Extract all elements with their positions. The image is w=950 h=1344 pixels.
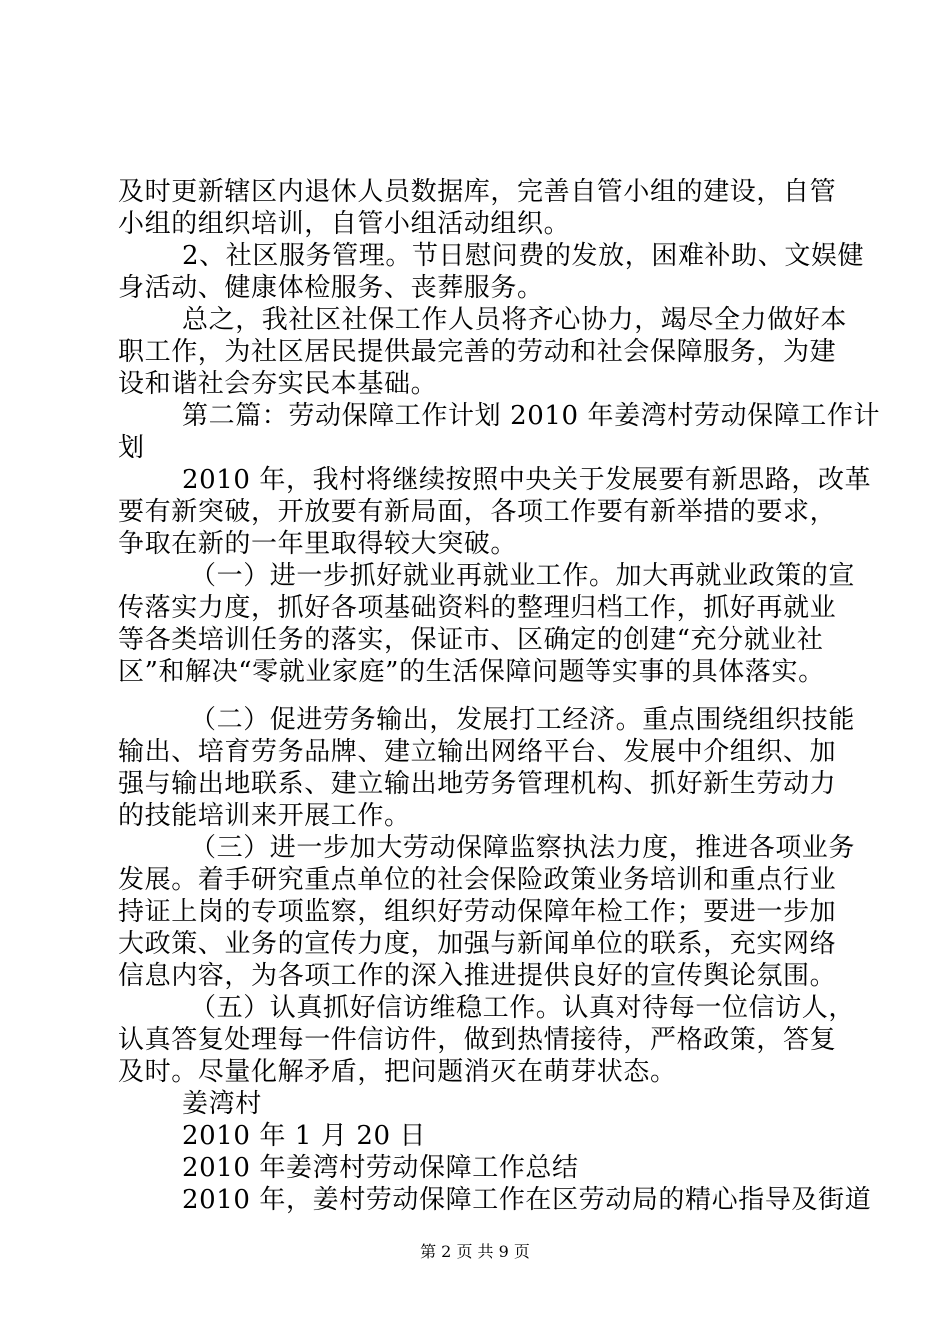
body-text-line: 及时更新辖区内退休人员数据库，完善自管小组的建设，自管 bbox=[118, 177, 837, 207]
body-text-line: （一）进一步抓好就业再就业工作。加大再就业政策的宣 bbox=[190, 561, 856, 591]
body-text-line: 2010 年，姜村劳动保障工作在区劳动局的精心指导及街道 bbox=[182, 1185, 872, 1215]
body-text-line: 大政策、业务的宣传力度，加强与新闻单位的联系，充实网络 bbox=[118, 929, 837, 959]
body-text-line: 要有新突破，开放要有新局面，各项工作要有新举措的要求， bbox=[118, 497, 837, 527]
body-text-line: （三）进一步加大劳动保障监察执法力度，推进各项业务 bbox=[190, 833, 856, 863]
body-text-line: 职工作，为社区居民提供最完善的劳动和社会保障服务，为建 bbox=[118, 337, 837, 367]
section-heading-line: 第二篇：劳动保障工作计划 2010 年姜湾村劳动保障工作计 bbox=[182, 401, 881, 431]
body-text-line: 小组的组织培训，自管小组活动组织。 bbox=[118, 209, 571, 239]
body-text-line: 认真答复处理每一件信访件，做到热情接待，严格政策，答复 bbox=[118, 1025, 837, 1055]
body-text-line: 2010 年，我村将继续按照中央关于发展要有新思路，改革 bbox=[182, 465, 872, 495]
body-text-line: 及时。尽量化解矛盾，把问题消灭在萌芽状态。 bbox=[118, 1057, 677, 1087]
body-text-line: 2、社区服务管理。节日慰问费的发放，困难补助、文娱健 bbox=[182, 241, 865, 271]
body-text-line: 区”和解决“零就业家庭”的生活保障问题等实事的具体落实。 bbox=[118, 657, 825, 687]
signature-name: 姜湾村 bbox=[182, 1089, 262, 1119]
section-heading-line: 2010 年姜湾村劳动保障工作总结 bbox=[182, 1153, 579, 1183]
signature-date: 2010 年 1 月 20 日 bbox=[182, 1121, 427, 1151]
body-text-line: 信息内容，为各项工作的深入推进提供良好的宣传舆论氛围。 bbox=[118, 961, 837, 991]
body-text-line: 输出、培育劳务品牌、建立输出网络平台、发展中介组织、加 bbox=[118, 737, 837, 767]
section-heading-line: 划 bbox=[118, 433, 145, 463]
body-text-line: 持证上岗的专项监察，组织好劳动保障年检工作；要进一步加 bbox=[118, 897, 837, 927]
body-text-line: 设和谐社会夯实民本基础。 bbox=[118, 369, 438, 399]
page-footer: 第 2 页 共 9 页 bbox=[420, 1242, 530, 1261]
body-text-line: （二）促进劳务输出，发展打工经济。重点围绕组织技能 bbox=[190, 705, 856, 735]
body-text-line: 的技能培训来开展工作。 bbox=[118, 801, 411, 831]
body-text-line: 身活动、健康体检服务、丧葬服务。 bbox=[118, 273, 544, 303]
body-text-line: 传落实力度，抓好各项基础资料的整理归档工作，抓好再就业 bbox=[118, 593, 837, 623]
body-text-line: 等各类培训任务的落实，保证市、区确定的创建“充分就业社 bbox=[118, 625, 824, 655]
body-text-line: 发展。着手研究重点单位的社会保险政策业务培训和重点行业 bbox=[118, 865, 837, 895]
body-text-line: 强与输出地联系、建立输出地劳务管理机构、抓好新生劳动力 bbox=[118, 769, 837, 799]
body-text-line: 争取在新的一年里取得较大突破。 bbox=[118, 529, 518, 559]
body-text-line: 总之，我社区社保工作人员将齐心协力，竭尽全力做好本 bbox=[182, 305, 848, 335]
body-text-line: （五）认真抓好信访维稳工作。认真对待每一位信访人， bbox=[190, 993, 856, 1023]
